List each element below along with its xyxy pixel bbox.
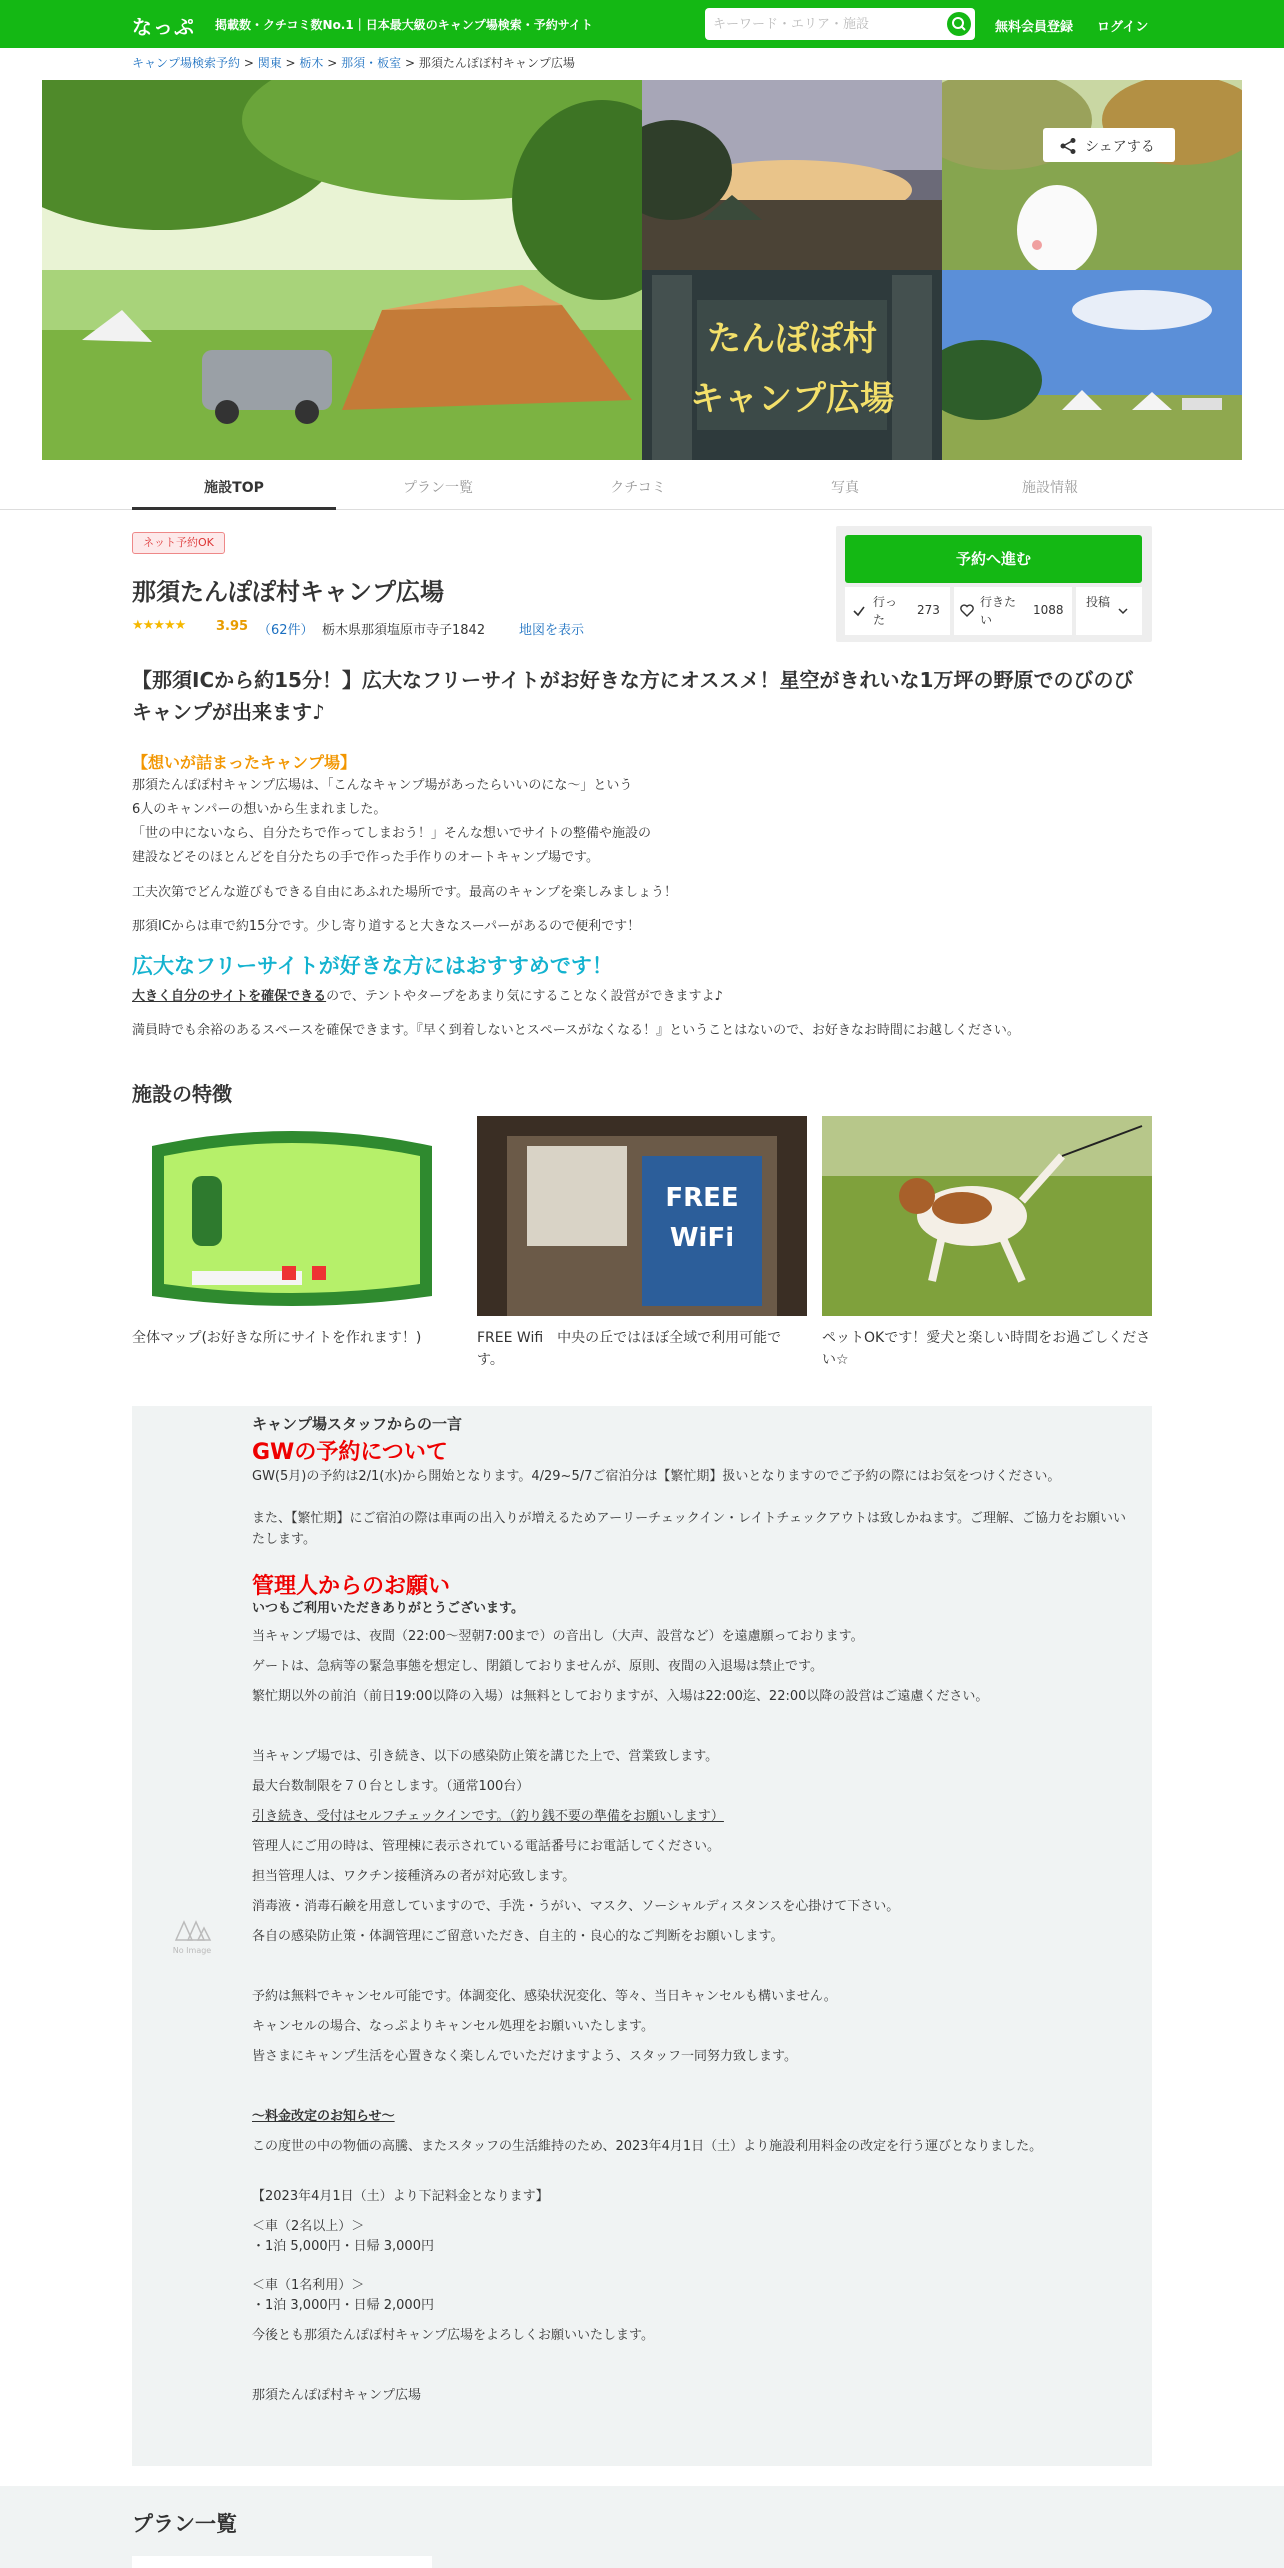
went-count: 273	[917, 603, 940, 617]
lead-text: 【那須ICから約15分！】広大なフリーサイトがお好きな方にオススメ！星空がきれいな1万坪の野原でのびのびキャンプが出来ます♪	[132, 668, 1134, 724]
intro-line: 那須たんぽぽ村キャンプ広場は、「こんなキャンプ場があったらいいのにな〜」という	[132, 778, 633, 793]
went-button[interactable]	[845, 587, 950, 635]
map-link[interactable]: 地図を表示	[519, 623, 585, 638]
hero-photo-main[interactable]	[42, 80, 642, 460]
svg-text:キャンプ広場: キャンプ広場	[690, 379, 894, 419]
staff-line: 担当管理人は、ワクチン接種済みの者が対応致します。	[252, 1869, 576, 1884]
search-box	[705, 8, 975, 40]
staff-line: 今後とも那須たんぽぽ村キャンプ広場をよろしくお願いいたします。	[252, 2328, 654, 2343]
staff-line: キャンセルの場合、なっぷよりキャンセル処理をお願いいたします。	[252, 2019, 654, 2034]
staff-line: 予約は無料でキャンセル可能です。体調変化、感染状況変化、等々、当日キャンセルも構いません。	[252, 1989, 837, 2004]
intro-line: 建設などそのほとんどを自分たちの手で作った手作りのオートキャンプ場です。	[132, 850, 599, 865]
staff-line: 皆さまにキャンプ生活を心置きなく楽しんでいただけますよう、スタッフ一同努力致します。	[252, 2049, 797, 2064]
intro-paragraph: 満員時でも余裕のあるスペースを確保できます。『早く到着しないとスペースがなくなる！』ということはないので、お好きなお時間にお越しください。	[132, 1023, 1020, 1038]
staff-message-box	[132, 1406, 1152, 2466]
underlined-text: 大きく自分のサイトを確保できる	[132, 989, 327, 1004]
staff-paragraph: GW(5月)の予約は2/1(水)から開始となります。4/29~5/7ご宿泊分は【繁忙期】扱いとなりますのでご予約の際にはお気をつけください。	[252, 1469, 1061, 1484]
no-image-label: No Image	[172, 1946, 212, 1955]
went-label: 行った	[873, 595, 898, 627]
hero-photo-goat[interactable]	[942, 80, 1242, 270]
check-icon	[853, 605, 865, 617]
staff-paragraph: また、【繁忙期】にご宿泊の際は車両の出入りが増えるためアーリーチェックイン・レイトチェックアウトは致しかねます。ご理解、ご協力をお願いいたします。	[252, 1511, 1126, 1547]
price-heading: ～料金改定のお知らせ～	[252, 2109, 395, 2124]
breadcrumb-item[interactable]: キャンプ場検索予約	[132, 56, 241, 70]
intro-line: 6人のキャンパーの想いから生まれました。	[132, 802, 387, 817]
tab-reviews[interactable]: クチコミ	[610, 480, 666, 496]
staff-line: 各自の感染防止策・体調管理にご留意いただき、自主的・良心的なご判断をお願いします。	[252, 1929, 784, 1944]
staff-line: 当キャンプ場では、夜間（22:00～翌朝7:00まで）の音出し（大声、設営など）を遠慮願っております。	[252, 1629, 864, 1644]
site-tagline: 掲載数・クチコミ数No.1｜日本最大級のキャンプ場検索・予約サイト	[215, 18, 593, 32]
staff-line: 管理人にご用の時は、管理棟に表示されている電話番号にお電話してください。	[252, 1839, 721, 1854]
tab-plans[interactable]: プラン一覧	[403, 480, 473, 496]
tab-bar	[0, 460, 1284, 510]
share-icon	[1059, 137, 1077, 155]
manager-heading: 管理人からのお願い	[252, 1574, 451, 1599]
staff-line: 引き続き、受付はセルフチェックインです。（釣り銭不要の準備をお願いします）	[252, 1809, 724, 1824]
heart-icon	[960, 604, 974, 617]
manager-thanks: いつもご利用いただきありがとうございます。	[252, 1601, 524, 1616]
staff-title: キャンプ場スタッフからの一言	[252, 1415, 463, 1433]
svg-text:たんぽぽ村: たんぽぽ村	[707, 319, 877, 359]
feature-caption: ペットOKです！愛犬と楽しい時間をお過ごしください☆	[822, 1330, 1151, 1368]
chevron-down-icon	[1118, 607, 1128, 615]
staff-line: 繁忙期以外の前泊（前日19:00以降の入場）は無料としておりますが、入場は22:00迄、22:00以降の設営はご遠慮ください。	[252, 1689, 989, 1704]
tent-icon	[172, 1916, 212, 1944]
intro-line: 「世の中にないなら、自分たちで作ってしまおう！」そんな想いでサイトの整備や施設の	[132, 826, 651, 841]
search-icon	[947, 12, 971, 36]
page-title: 那須たんぽぽ村キャンプ広場	[132, 578, 444, 606]
search-input[interactable]	[713, 14, 933, 34]
search-button[interactable]	[947, 12, 971, 36]
want-button[interactable]	[954, 587, 1072, 635]
staff-signature: 那須たんぽぽ村キャンプ広場	[252, 2388, 422, 2403]
staff-line: 最大台数制限を７０台とします。（通常100台）	[252, 1779, 530, 1794]
post-button[interactable]	[1076, 587, 1142, 635]
staff-line: 消毒液・消毒石鹸を用意していますので、手洗・うがい、マスク、ソーシャルディスタンスを心掛けて下さい。	[252, 1899, 900, 1914]
share-label: シェアする	[1085, 139, 1155, 155]
breadcrumb-item[interactable]: 栃木	[299, 56, 324, 70]
post-label: 投稿	[1086, 595, 1111, 609]
price-value: ・1泊 3,000円・日帰 2,000円	[252, 2298, 434, 2313]
svg-text:WiFi: WiFi	[669, 1223, 735, 1253]
intro-paragraph: 那須ICからは車で約15分です。少し寄り道すると大きなスーパーがあるので便利です！	[132, 919, 641, 934]
rating-score: 3.95	[216, 619, 249, 634]
site-header	[0, 0, 1284, 48]
plan-card[interactable]	[132, 2556, 432, 2568]
feature-caption: FREE Wifi 中央の丘ではほぼ全域で利用可能です。	[477, 1330, 782, 1368]
price-label: ＜車（2名以上）＞	[252, 2219, 365, 2234]
intro-paragraph	[132, 985, 723, 1009]
tab-facility-top[interactable]: 施設TOP	[204, 480, 264, 496]
register-link[interactable]: 無料会員登録	[995, 20, 1074, 35]
gw-heading: GWの予約について	[252, 1440, 448, 1465]
want-label: 行きたい	[980, 595, 1017, 627]
staff-paragraph: この度世の中の物価の高騰、またスタッフの生活維持のため、2023年4月1日（土）より施設利用料金の改定を行う運びとなりました。	[252, 2139, 1043, 2154]
site-logo[interactable]: なっぷ	[132, 15, 195, 39]
hero-photo-sign[interactable]	[642, 270, 942, 460]
hero-photo-field[interactable]	[942, 270, 1242, 460]
active-tab-indicator	[132, 507, 336, 510]
price-value: ・1泊 5,000円・日帰 3,000円	[252, 2239, 434, 2254]
net-booking-badge: ネット予約OK	[132, 532, 225, 554]
staff-line: ゲートは、急病等の緊急事態を想定し、閉鎖しておりませんが、原則、夜間の入退場は禁止です。	[252, 1659, 823, 1674]
svg-text:FREE: FREE	[665, 1183, 739, 1213]
intro-paragraph: 工夫次第でどんな遊びもできる自由にあふれた場所です。最高のキャンプを楽しみましょう！	[132, 885, 677, 900]
facility-address: 栃木県那須塩原市寺子1842	[322, 623, 486, 638]
tab-facility-info[interactable]: 施設情報	[1022, 480, 1078, 496]
login-link[interactable]: ログイン	[1097, 20, 1149, 35]
feature-image-map[interactable]	[132, 1116, 462, 1316]
features-heading: 施設の特徴	[132, 1082, 232, 1106]
price-label: ＜車（1名利用）＞	[252, 2278, 365, 2293]
feature-image-dog[interactable]	[822, 1116, 1152, 1316]
plans-section	[0, 2486, 1284, 2568]
staff-line: 【2023年4月1日（土）より下記料金となります】	[252, 2189, 549, 2204]
plans-heading: プラン一覧	[132, 2512, 237, 2536]
breadcrumb: キャンプ場検索予約 > 関東 > 栃木 > 那須・板室 > 那須たんぽぽ村キャンプ広場	[132, 56, 575, 70]
breadcrumb-item[interactable]: 那須・板室	[341, 56, 402, 70]
feature-image-wifi[interactable]	[477, 1116, 807, 1316]
paragraph-text: ので、テントやタープをあまり気にすることなく設営ができますよ♪	[326, 989, 723, 1004]
breadcrumb-current: 那須たんぽぽ村キャンプ広場	[418, 56, 575, 70]
section-heading-blue: 広大なフリーサイトが好きな方にはおすすめです！	[132, 954, 613, 978]
feature-caption: 全体マップ(お好きな所にサイトを作れます！)	[132, 1330, 422, 1346]
tab-photos[interactable]: 写真	[831, 480, 859, 496]
share-button[interactable]	[1043, 128, 1175, 162]
staff-line: 当キャンプ場では、引き続き、以下の感染防止策を講じた上で、営業致します。	[252, 1749, 719, 1764]
rating-stars: ★★★★★	[132, 618, 186, 633]
staff-avatar	[172, 1916, 212, 1956]
want-count: 1088	[1033, 603, 1064, 617]
breadcrumb-item[interactable]: 関東	[257, 56, 282, 70]
hero-photo-sunset[interactable]	[642, 80, 942, 270]
section-heading: 【想いが詰まったキャンプ場】	[132, 753, 357, 772]
review-count-link[interactable]: （62件）	[258, 623, 314, 638]
book-button[interactable]: 予約へ進む	[845, 535, 1142, 583]
